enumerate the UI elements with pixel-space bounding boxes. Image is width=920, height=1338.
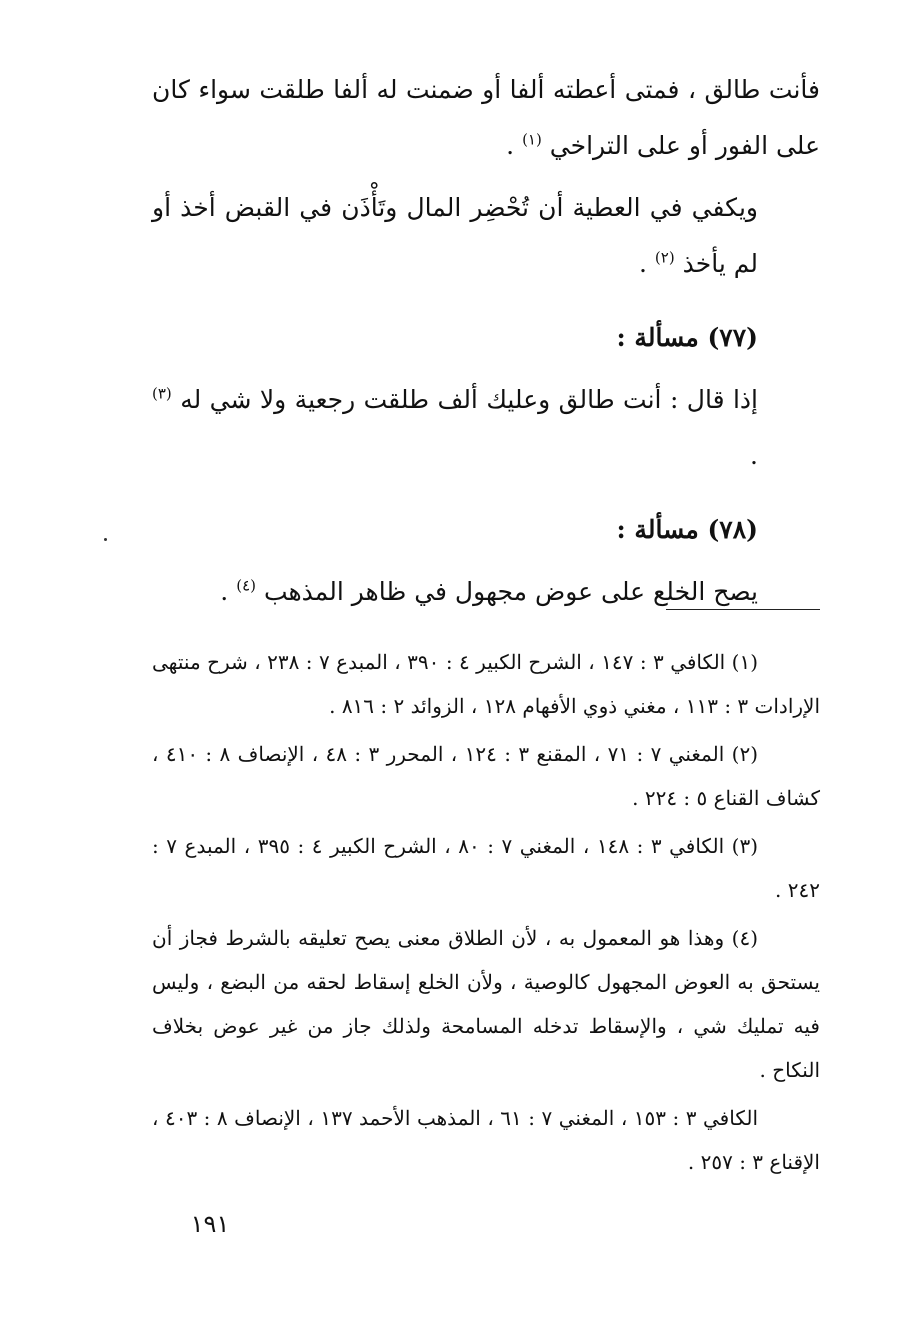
paragraph-3-end: . xyxy=(750,441,758,470)
footnote-divider xyxy=(666,609,820,610)
paragraph-1-end: . xyxy=(506,131,523,160)
footnote-ref-3: (٣) xyxy=(152,384,172,403)
footnote-3 xyxy=(152,824,820,912)
paragraph-2-text: ويكفي في العطية أن تُحْضِر المال وتَأْذَن في القبض أخذ أو لم يأخذ xyxy=(152,193,758,278)
footnote-4-sources-text: الكافي ٣ : ١٥٣ ، المغني ٧ : ٦١ ، المذهب الأحمد ١٣٧ ، الإنصاف ٨ : ٤٠٣ ، الإقناع ٣ : ٢٥٧ . xyxy=(152,1106,820,1174)
paragraph-3 xyxy=(152,372,820,484)
footnote-1-text: (١) الكافي ٣ : ١٤٧ ، الشرح الكبير ٤ : ٣٩٠ ، المبدع ٧ : ٢٣٨ ، شرح منتهى الإرادات ٣ : ١١٣ ، مغني ذوي الأفهام ١٢٨ ، الزوائد ٢ : ٨١٦ . xyxy=(152,650,820,718)
footnote-3-text: (٣) الكافي ٣ : ١٤٨ ، المغني ٧ : ٨٠ ، الشرح الكبير ٤ : ٣٩٥ ، المبدع ٧ : ٢٤٢ . xyxy=(152,834,820,902)
section-heading-77: (٧٧) مسألة : xyxy=(616,323,758,352)
scan-speck xyxy=(104,538,107,541)
footnote-2 xyxy=(152,732,820,820)
paragraph-1 xyxy=(152,62,820,174)
section-heading-78: (٧٨) مسألة : xyxy=(616,515,758,544)
paragraph-2 xyxy=(152,180,820,292)
paragraph-2-end: . xyxy=(639,249,655,278)
paragraph-4-text: يصح الخلع على عوض مجهول في ظاهر المذهب xyxy=(263,577,758,606)
paragraph-4-end: . xyxy=(220,577,237,606)
page-number: ١٩١ xyxy=(190,1210,230,1238)
footnote-ref-1: (١) xyxy=(522,130,542,149)
footnote-4-sources xyxy=(152,1096,820,1184)
footnotes xyxy=(152,640,820,1188)
footnote-ref-2: (٢) xyxy=(654,248,675,267)
paragraph-4 xyxy=(152,564,820,620)
footnote-2-text: (٢) المغني ٧ : ٧١ ، المقنع ٣ : ١٢٤ ، المحرر ٣ : ٤٨ ، الإنصاف ٨ : ٤١٠ ، كشاف القناع ٥ : ٢٢٤ . xyxy=(152,742,820,810)
footnote-ref-4: (٤) xyxy=(236,576,256,595)
paragraph-1-text: فأنت طالق ، فمتى أعطته ألفا أو ضمنت له ألفا طلقت سواء كان على الفور أو على التراخي xyxy=(152,75,820,160)
footnote-4-text: (٤) وهذا هو المعمول به ، لأن الطلاق معنى يصح تعليقه بالشرط فجاز أن يستحق به العوض المجهول كالوصية ، ولأن الخلع إسقاط لحقه من البضع ، وليس فيه تمليك شي ، والإسقاط تدخله المسامحة ولذلك جاز من غير عوض بخلاف النكاح . xyxy=(152,926,820,1082)
footnote-4 xyxy=(152,916,820,1092)
paragraph-3-text: إذا قال : أنت طالق وعليك ألف طلقت رجعية ولا شي له xyxy=(180,385,758,414)
footnote-1 xyxy=(152,640,820,728)
main-text xyxy=(152,62,820,626)
